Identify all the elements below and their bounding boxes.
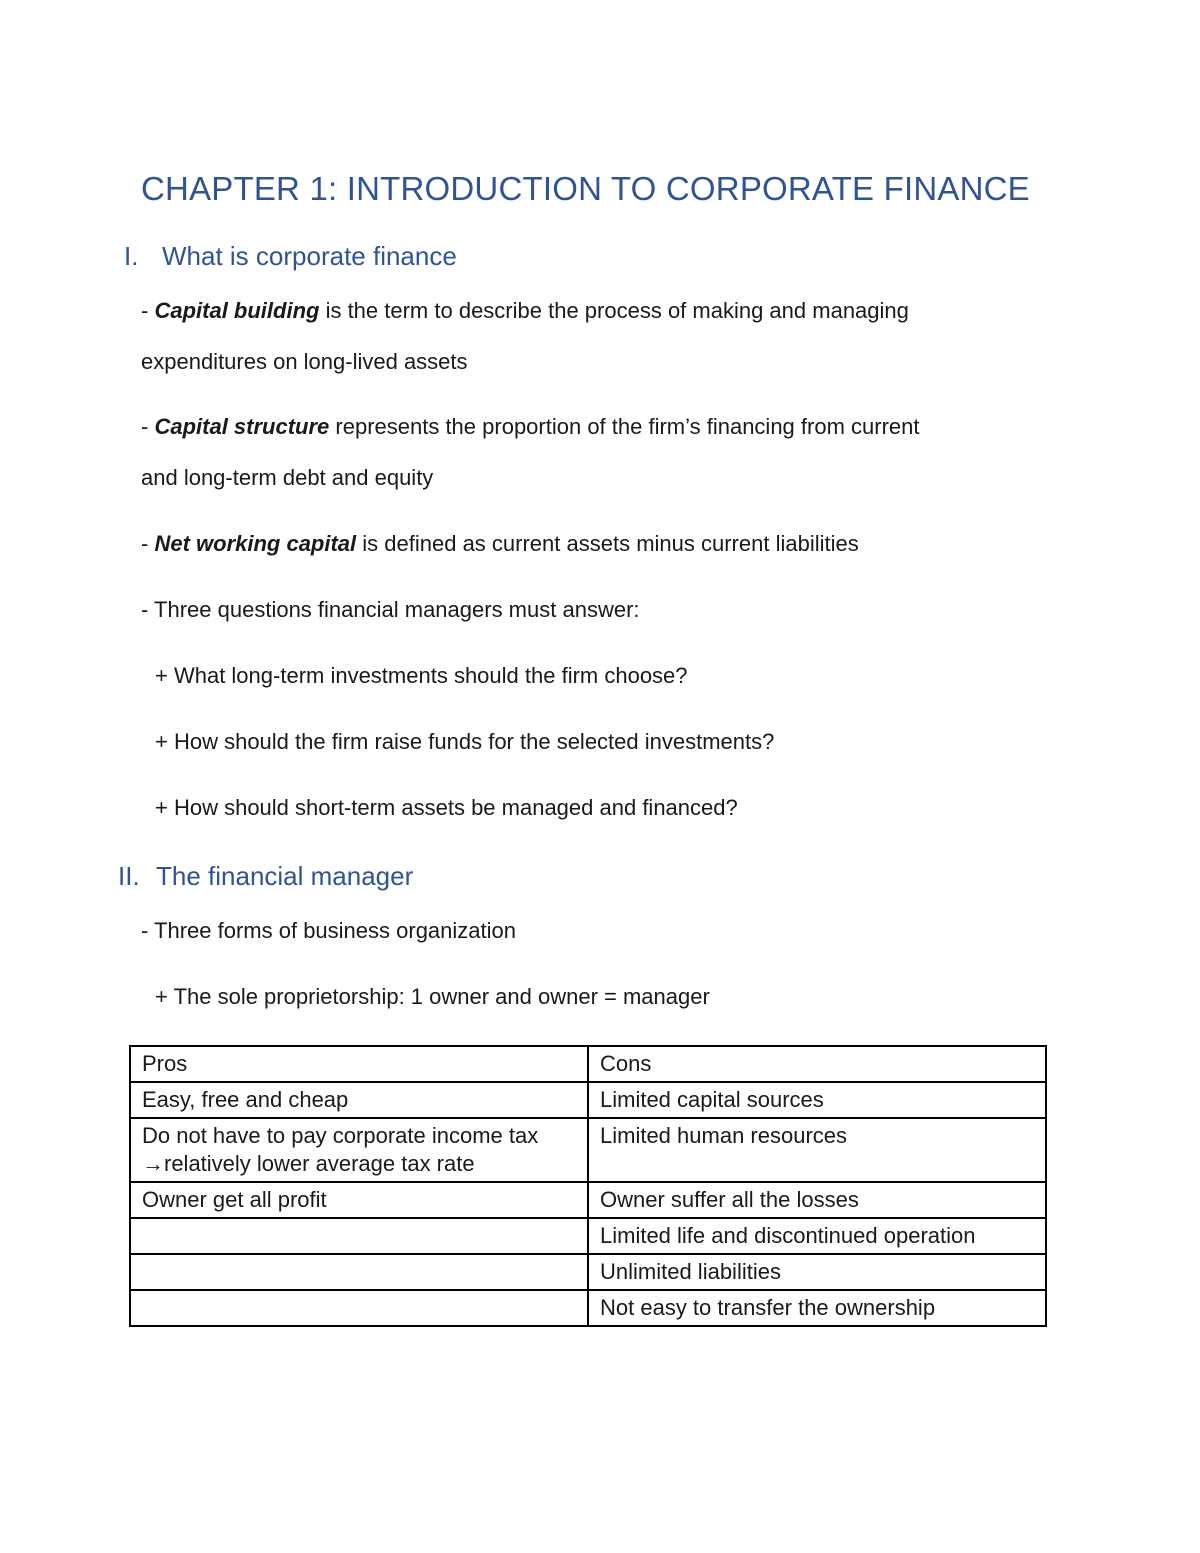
definition-capital-structure: [141, 414, 920, 440]
definition-net-working-capital: [141, 531, 859, 557]
pros-cons-table: [129, 1045, 1047, 1327]
table-row: [130, 1218, 1046, 1254]
question-item: + How should short-term assets be managed and financed?: [155, 795, 738, 820]
table-cell-pro: [130, 1218, 588, 1254]
table-cell-con: Limited life and discontinued operation: [588, 1218, 1046, 1254]
questions-intro: - Three questions financial managers must answer:: [141, 597, 640, 622]
chapter-title: CHAPTER 1: INTRODUCTION TO CORPORATE FINANCE: [141, 170, 1030, 207]
table-cell-pro: [130, 1290, 588, 1326]
section-2-number: II.: [118, 861, 140, 891]
table-cell-pro: Do not have to pay corporate income tax →relatively lower average tax rate: [130, 1118, 588, 1182]
term-capital-building: Capital building: [154, 298, 320, 323]
table-row: [130, 1182, 1046, 1218]
definition-continuation: expenditures on long-lived assets: [141, 349, 468, 374]
section-1-title: What is corporate finance: [162, 241, 457, 271]
table-row: [130, 1118, 1046, 1182]
definition-continuation: and long-term debt and equity: [141, 465, 434, 490]
table-cell-con: Not easy to transfer the ownership: [588, 1290, 1046, 1326]
table-cell-pro: [130, 1254, 588, 1290]
term-net-working-capital: Net working capital: [154, 531, 357, 556]
table-row: [130, 1254, 1046, 1290]
table-header-row: [130, 1046, 1046, 1082]
definition-text: is defined as current assets minus current liabilities: [356, 531, 859, 556]
table-cell-con: Unlimited liabilities: [588, 1254, 1046, 1290]
table-cell-con: Owner suffer all the losses: [588, 1182, 1046, 1218]
section-1-heading: [124, 241, 457, 272]
table-cell-con: Limited human resources: [588, 1118, 1046, 1182]
question-item: + How should the firm raise funds for the selected investments?: [155, 729, 775, 754]
section-1-number: I.: [124, 241, 139, 271]
bullet-dash: -: [141, 298, 155, 323]
table-row: [130, 1082, 1046, 1118]
table-header-cell: Pros: [130, 1046, 588, 1082]
bullet-dash: -: [141, 531, 155, 556]
bullet-dash: -: [141, 414, 155, 439]
definition-capital-building: [141, 298, 909, 324]
table-cell-pro: Easy, free and cheap: [130, 1082, 588, 1118]
table-cell-pro: Owner get all profit: [130, 1182, 588, 1218]
definition-text: represents the proportion of the firm’s financing from current: [329, 414, 920, 439]
section-2-heading: [118, 861, 413, 892]
term-capital-structure: Capital structure: [154, 414, 330, 439]
question-item: + What long-term investments should the firm choose?: [155, 663, 688, 688]
definition-text: is the term to describe the process of making and managing: [319, 298, 909, 323]
table-cell-con: Limited capital sources: [588, 1082, 1046, 1118]
sole-proprietorship-item: + The sole proprietorship: 1 owner and owner = manager: [155, 984, 710, 1009]
table-row: [130, 1290, 1046, 1326]
business-forms-intro: - Three forms of business organization: [141, 918, 516, 943]
table-header-cell: Cons: [588, 1046, 1046, 1082]
section-2-title: The financial manager: [156, 861, 414, 891]
